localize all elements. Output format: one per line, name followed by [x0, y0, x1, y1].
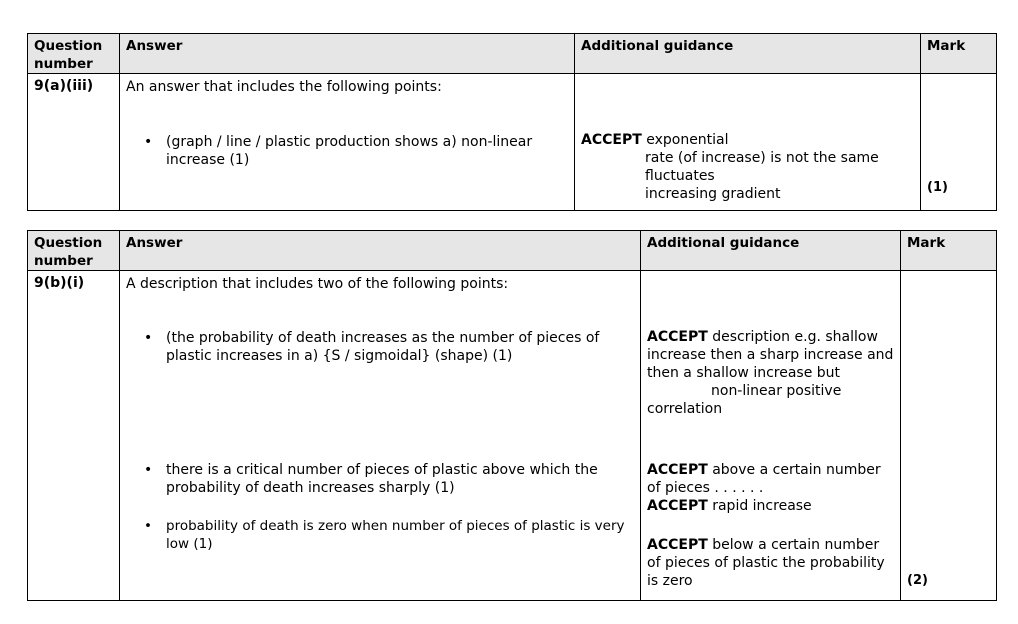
answer-points	[126, 133, 568, 169]
guidance-line	[647, 497, 894, 515]
guidance-text: above a certain number of pieces . . . . . .	[647, 462, 881, 496]
answer-intro: An answer that includes the following points:	[126, 79, 442, 95]
accept-label: ACCEPT	[647, 498, 708, 514]
guidance-cell	[575, 74, 921, 211]
answer-cell	[120, 271, 641, 601]
guidance-block-1	[647, 328, 894, 461]
accept-label: ACCEPT	[581, 132, 642, 148]
answer-point: • there is a critical number of pieces of plastic above which the probability of death increases sharply (1)	[166, 461, 634, 517]
guidance-text: below a certain number of pieces of plastic the probability is zero	[647, 537, 885, 589]
table-header-row	[28, 34, 997, 74]
mark-value: (2)	[907, 573, 928, 588]
guidance-accept-block	[581, 131, 914, 203]
answer-point: • (graph / line / plastic production shows a) non-linear increase (1)	[166, 133, 568, 169]
guidance-item: rate (of increase) is not the same	[645, 150, 879, 166]
answer-intro: A description that includes two of the following points:	[126, 276, 509, 292]
accept-label: ACCEPT	[647, 329, 708, 345]
mark-cell	[921, 74, 997, 211]
guidance-text: description e.g. shallow increase then a sharp increase and then a shallow increase but	[647, 329, 894, 381]
guidance-item: fluctuates	[645, 168, 715, 184]
guidance-text: non-linear positive	[711, 383, 842, 399]
question-number: 9(b)(i)	[28, 271, 120, 601]
header-additional-guidance: Additional guidance	[575, 34, 921, 74]
table-header-row	[28, 231, 997, 271]
mark-scheme-table-9a-iii	[27, 33, 997, 211]
header-mark: Mark	[901, 231, 997, 271]
guidance-item: exponential	[646, 132, 729, 148]
guidance-text: correlation	[647, 401, 723, 417]
mark-value: (1)	[927, 180, 948, 195]
header-question-number: Question number	[28, 34, 120, 74]
header-question-number: Question number	[28, 231, 120, 271]
table-row	[28, 74, 997, 211]
accept-label: ACCEPT	[647, 537, 708, 553]
table-row	[28, 271, 997, 601]
guidance-block-2	[647, 461, 894, 536]
accept-label: ACCEPT	[647, 462, 708, 478]
guidance-item: increasing gradient	[645, 186, 781, 202]
answer-point: • probability of death is zero when number of pieces of plastic is very low (1)	[166, 517, 634, 553]
answer-cell	[120, 74, 575, 211]
header-answer: Answer	[120, 34, 575, 74]
guidance-cell	[641, 271, 901, 601]
guidance-text: rapid increase	[712, 498, 812, 514]
mark-cell	[901, 271, 997, 601]
question-number: 9(a)(iii)	[28, 74, 120, 211]
guidance-block-3	[647, 536, 894, 590]
mark-scheme-table-9b-i	[27, 230, 997, 601]
header-mark: Mark	[921, 34, 997, 74]
answer-point: • (the probability of death increases as the number of pieces of plastic increases in a) {S / sigmoidal} (shape) (1)	[166, 329, 634, 461]
header-additional-guidance: Additional guidance	[641, 231, 901, 271]
header-answer: Answer	[120, 231, 641, 271]
answer-points	[126, 329, 634, 553]
